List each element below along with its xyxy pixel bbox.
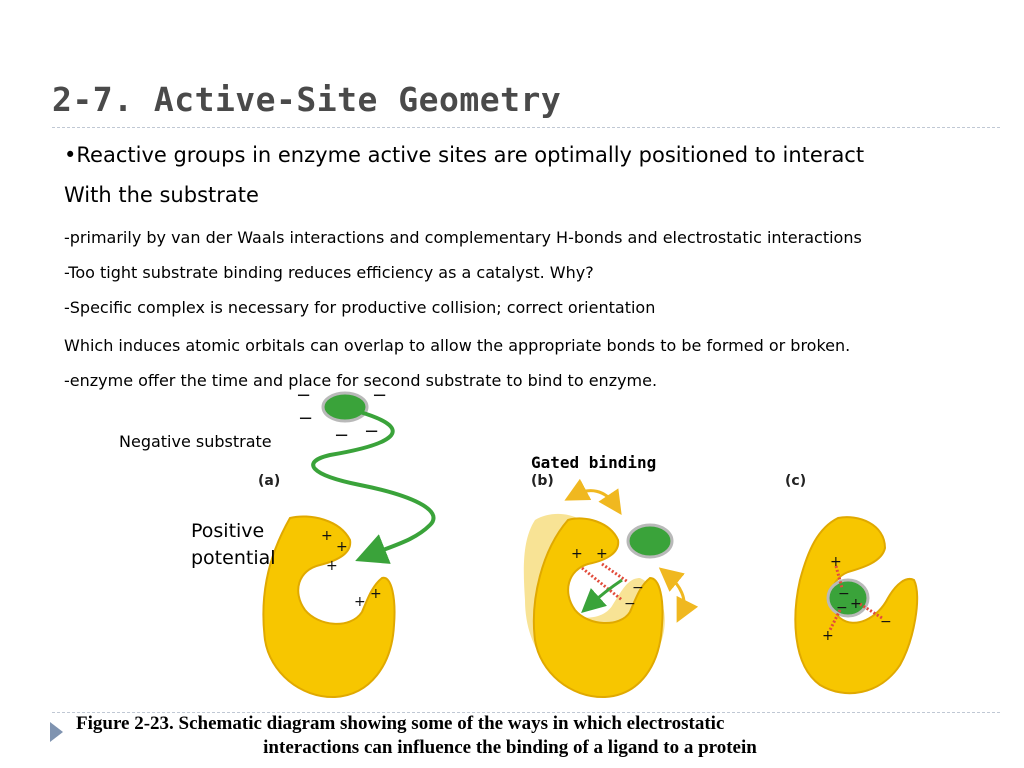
figure-caption bbox=[70, 712, 950, 760]
panel-b bbox=[524, 491, 684, 697]
minus-sign: − bbox=[632, 580, 644, 596]
minus-sign: − bbox=[298, 408, 314, 429]
bullet-triangle-icon bbox=[50, 722, 63, 742]
bullet-line-3: -primarily by van der Waals interactions and complementary H-bonds and electrostatic interactions bbox=[64, 228, 862, 247]
minus-sign: − bbox=[624, 596, 636, 612]
hinge-arrow-right bbox=[668, 575, 684, 612]
positive-potential-label bbox=[191, 518, 276, 572]
minus-sign: − bbox=[372, 385, 388, 406]
bullet-line-4: -Too tight substrate binding reduces efficiency as a catalyst. Why? bbox=[64, 263, 594, 282]
ligand-b bbox=[628, 525, 672, 557]
plus-sign: + bbox=[822, 628, 834, 644]
minus-sign: − bbox=[836, 600, 848, 616]
plus-sign: + bbox=[830, 554, 842, 570]
positive-label-line: Positive bbox=[191, 520, 265, 542]
caption-line-1: Figure 2-23. Schematic diagram showing some of the ways in which electrostatic bbox=[76, 713, 725, 734]
bullet-line-5: -Specific complex is necessary for productive collision; correct orientation bbox=[64, 298, 656, 317]
hinge-arrow-top bbox=[575, 491, 615, 505]
bullet-line-2: With the substrate bbox=[64, 183, 259, 207]
negative-substrate-label: Negative substrate bbox=[119, 432, 272, 451]
plus-sign: + bbox=[321, 528, 333, 544]
minus-sign: − bbox=[838, 586, 850, 602]
plus-sign: + bbox=[370, 586, 382, 602]
plus-sign: + bbox=[336, 539, 348, 555]
bullet-line-6: Which induces atomic orbitals can overlap to allow the appropriate bonds to be formed or broken. bbox=[64, 336, 851, 355]
minus-sign: − bbox=[334, 425, 350, 446]
slide-title: 2-7. Active-Site Geometry bbox=[52, 80, 562, 119]
panel-label-b: (b) bbox=[531, 473, 554, 489]
plus-sign: + bbox=[850, 596, 862, 612]
caption-line-2: interactions can influence the binding of a ligand to a protein bbox=[263, 737, 757, 758]
minus-sign: − bbox=[296, 385, 312, 406]
plus-sign: + bbox=[354, 594, 366, 610]
bullet-line-1: •Reactive groups in enzyme active sites are optimally positioned to interact bbox=[64, 143, 865, 167]
gated-binding-label: Gated binding bbox=[531, 453, 657, 472]
minus-sign: − bbox=[880, 614, 892, 630]
plus-sign: + bbox=[596, 546, 608, 562]
plus-sign: + bbox=[326, 558, 338, 574]
plus-sign: + bbox=[571, 546, 583, 562]
potential-label-line: potential bbox=[191, 547, 276, 569]
bullet-line-7: -enzyme offer the time and place for second substrate to bind to enzyme. bbox=[64, 371, 658, 390]
panel-label-a: (a) bbox=[258, 473, 281, 489]
hbond-b-2 bbox=[602, 564, 628, 582]
panel-label-c: (c) bbox=[785, 473, 807, 489]
minus-sign: − bbox=[364, 421, 380, 442]
substrate-blob-a bbox=[323, 393, 367, 421]
